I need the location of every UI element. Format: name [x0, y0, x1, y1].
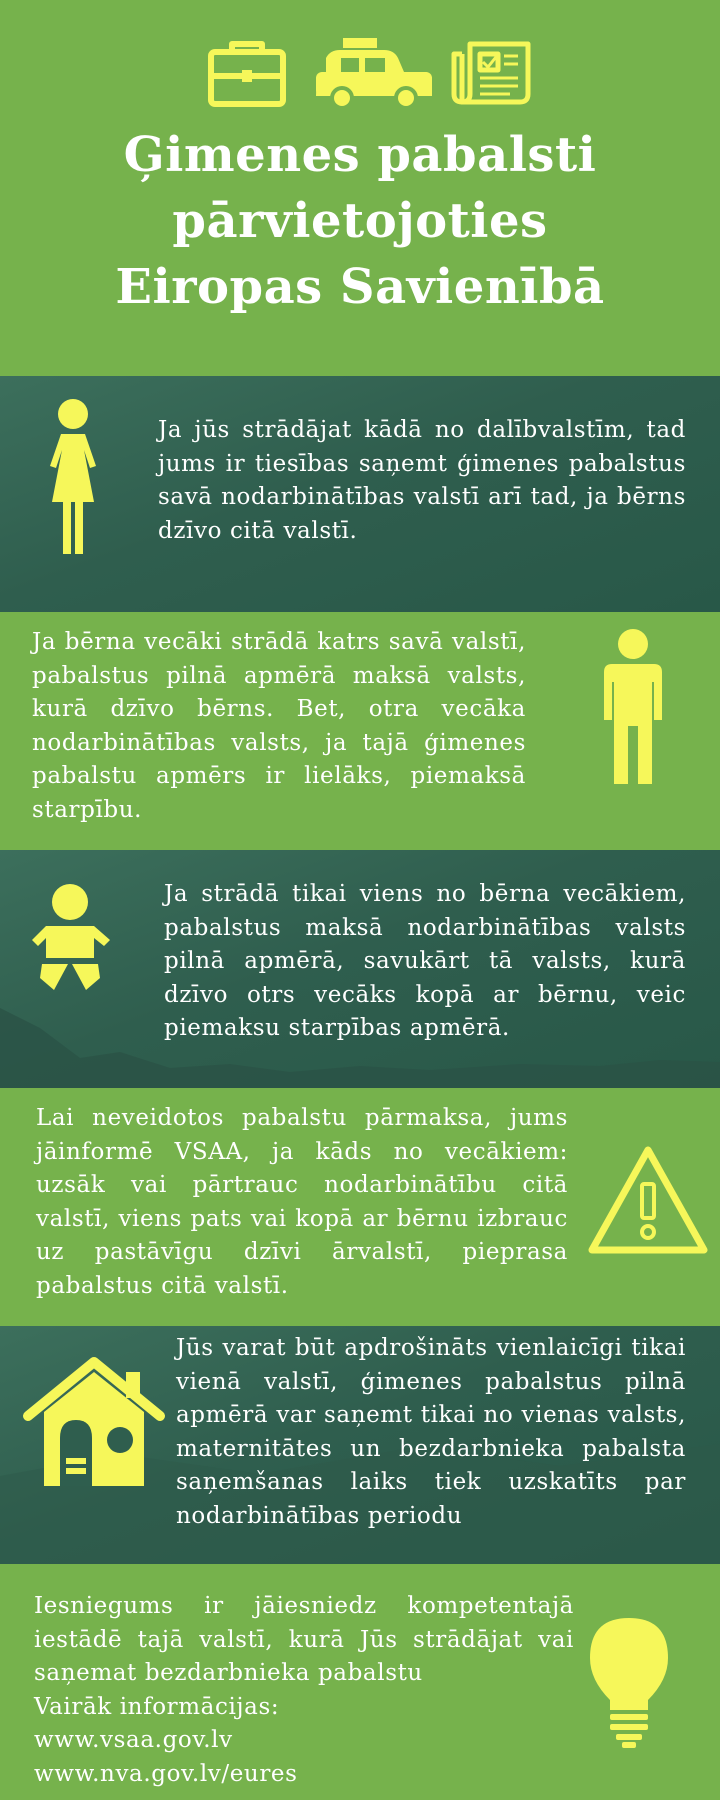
- warning-icon: [586, 1144, 710, 1256]
- footer-text: [34, 1590, 574, 1791]
- link-vsaa[interactable]: www.vsaa.gov.lv: [34, 1727, 233, 1753]
- section-text: Lai neveidotos pabalstu pārmaksa, jums jāinformē VSAA, ja kāds no vecākiem: uzsāk vai pārtrauc nodarbinātību citā valstī, viens pats vai kopā ar bērnu izbrauc uz pastāvīgu dzīvi ārvalstī, pieprasa pabalstus citā valstī.: [36, 1105, 568, 1299]
- newspaper-icon: [454, 44, 528, 102]
- footer-note: Iesniegums ir jāiesniedz kompetentajā iestādē tajā valstī, kurā Jūs strādājat vai saņemat bezdarbnieka pabalstu: [34, 1593, 574, 1686]
- info-section-2: [0, 612, 720, 850]
- title-line: Ģimenes pabalsti: [123, 127, 597, 183]
- woman-icon: [36, 398, 110, 558]
- lightbulb-icon: [586, 1614, 672, 1750]
- briefcase-icon: [211, 44, 283, 104]
- section-text: Ja strādā tikai viens no bērna vecākiem, pabalstus maksā nodarbinātības valsts pilnā apmērā, savukārt tā valsts, kurā dzīvo otrs vecāks kopā ar bērnu, veic piemaksu starpības apmērā.: [164, 881, 686, 1041]
- man-icon: [598, 628, 668, 788]
- info-section-4: [0, 1088, 720, 1326]
- info-section-5: [0, 1326, 720, 1564]
- car-icon: [316, 38, 432, 110]
- section-text: Ja jūs strādājat kādā no dalībvalstīm, tad jums ir tiesības saņemt ģimenes pabalstus savā nodarbinātības valstī arī tad, ja bērns dzīvo citā valstī.: [158, 417, 686, 544]
- footer-section: [0, 1564, 720, 1800]
- header: [0, 0, 720, 376]
- link-nva[interactable]: www.nva.gov.lv/eures: [34, 1760, 298, 1787]
- section-text: Ja bērna vecāki strādā katrs savā valstī, pabalstus pilnā apmērā maksā valsts, kurā dzīvo bērns. Bet, otra vecāka nodarbinātības valsts, ja tajā ģimenes pabalstu apmērs ir lielāks, piemaksā starpību.: [32, 629, 526, 823]
- more-info-label: Vairāk informācijas:: [34, 1693, 280, 1720]
- page-title: [0, 122, 720, 320]
- info-section-3: [0, 850, 720, 1088]
- house-icon: [22, 1354, 166, 1490]
- header-icons: [0, 38, 720, 110]
- title-line: Eiropas Savienībā: [115, 259, 605, 315]
- baby-icon: [24, 882, 118, 1010]
- section-text: Jūs varat būt apdrošināts vienlaicīgi tikai vienā valstī, ģimenes pabalstus pilnā apmērā var saņemt tikai no vienas valsts, maternitātes un bezdarbnieka pabalsta saņemšanas laiks tiek uzskatīts par nodarbinātības periodu: [176, 1335, 686, 1529]
- title-line: pārvietojoties: [172, 193, 548, 249]
- info-section-1: [0, 376, 720, 612]
